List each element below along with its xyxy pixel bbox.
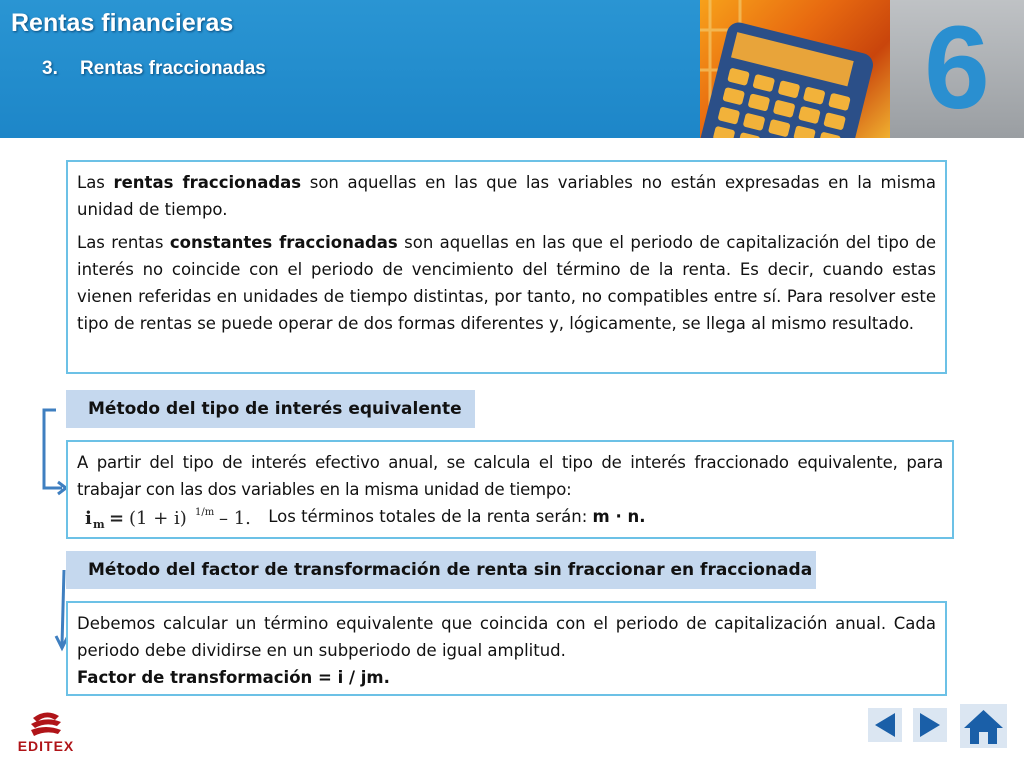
intro-p1-bold: rentas fraccionadas xyxy=(113,173,302,192)
calculator-icon xyxy=(700,0,890,138)
method-2-text: Debemos calcular un término equivalente que coincida con el periodo de capitalización anual. Cada periodo debe dividirse en un subperiodo de igual amplitud. xyxy=(77,614,936,660)
page-title: Rentas financieras xyxy=(11,9,234,37)
section-title xyxy=(42,58,266,80)
editex-logo xyxy=(11,710,81,758)
chapter-number: 6 xyxy=(924,2,990,134)
editex-logo-text: EDITEX xyxy=(17,738,75,754)
home-icon xyxy=(960,704,1007,748)
method-1-after-bold: m · n. xyxy=(592,507,646,526)
section-title-text: Rentas fraccionadas xyxy=(80,58,266,79)
home-button[interactable] xyxy=(960,704,1007,748)
formula-exp: 1/m xyxy=(195,506,215,518)
intro-p2-text-a: Las rentas xyxy=(77,233,170,252)
intro-paragraph-1 xyxy=(77,169,936,223)
chapter-panel xyxy=(890,0,1024,138)
formula-sub: m xyxy=(93,517,105,530)
intro-p2-text-c: son aquellas en las que el periodo de capitalización del tipo de interés no coincide con el periodo de vencimiento del término de la renta. Es decir, cuando estas vienen referidas en unidades de tiempo distintas, por tanto, no compatibles entre sí. Para resolver este tipo de rentas se puede operar de dos formas diferentes y, lógicamente, se llega al mismo resultado. xyxy=(77,233,936,333)
connector-arrow-1 xyxy=(44,410,62,488)
intro-box xyxy=(66,160,947,374)
method-1-text: A partir del tipo de interés efectivo anual, se calcula el tipo de interés fraccionado equivalente, para trabajar con las dos variables en la misma unidad de tiempo: xyxy=(77,453,943,499)
formula-eq: = xyxy=(109,507,125,529)
connector-arrow-2 xyxy=(62,570,64,645)
previous-button[interactable] xyxy=(868,708,902,742)
intro-p1-text-a: Las xyxy=(77,173,114,192)
triangle-right-icon xyxy=(913,708,947,742)
next-button[interactable] xyxy=(913,708,947,742)
intro-p1-text-c: son aquellas en las que las variables no están expresadas en la misma unidad de tiempo. xyxy=(77,173,936,219)
formula-im xyxy=(83,506,263,530)
formula-lhs: i xyxy=(85,507,92,529)
method-1-box xyxy=(66,440,954,539)
formula-base: (1 + i) xyxy=(129,507,187,529)
method-2-box xyxy=(66,601,947,696)
method-1-heading: Método del tipo de interés equivalente xyxy=(66,390,475,428)
method-2-factor: Factor de transformación = i / jm. xyxy=(77,668,390,687)
editex-logo-icon xyxy=(11,710,81,740)
calculator-image xyxy=(700,0,890,138)
method-1-formula-line xyxy=(77,503,943,530)
method-1-after-text: Los términos totales de la renta serán: xyxy=(263,507,593,526)
formula-tail: – 1. xyxy=(219,507,251,529)
intro-p2-bold: constantes fraccionadas xyxy=(169,233,398,252)
intro-paragraph-2 xyxy=(77,229,936,337)
section-number: 3. xyxy=(42,58,58,79)
triangle-left-icon xyxy=(868,708,902,742)
method-2-heading: Método del factor de transformación de renta sin fraccionar en fraccionada xyxy=(66,551,816,589)
